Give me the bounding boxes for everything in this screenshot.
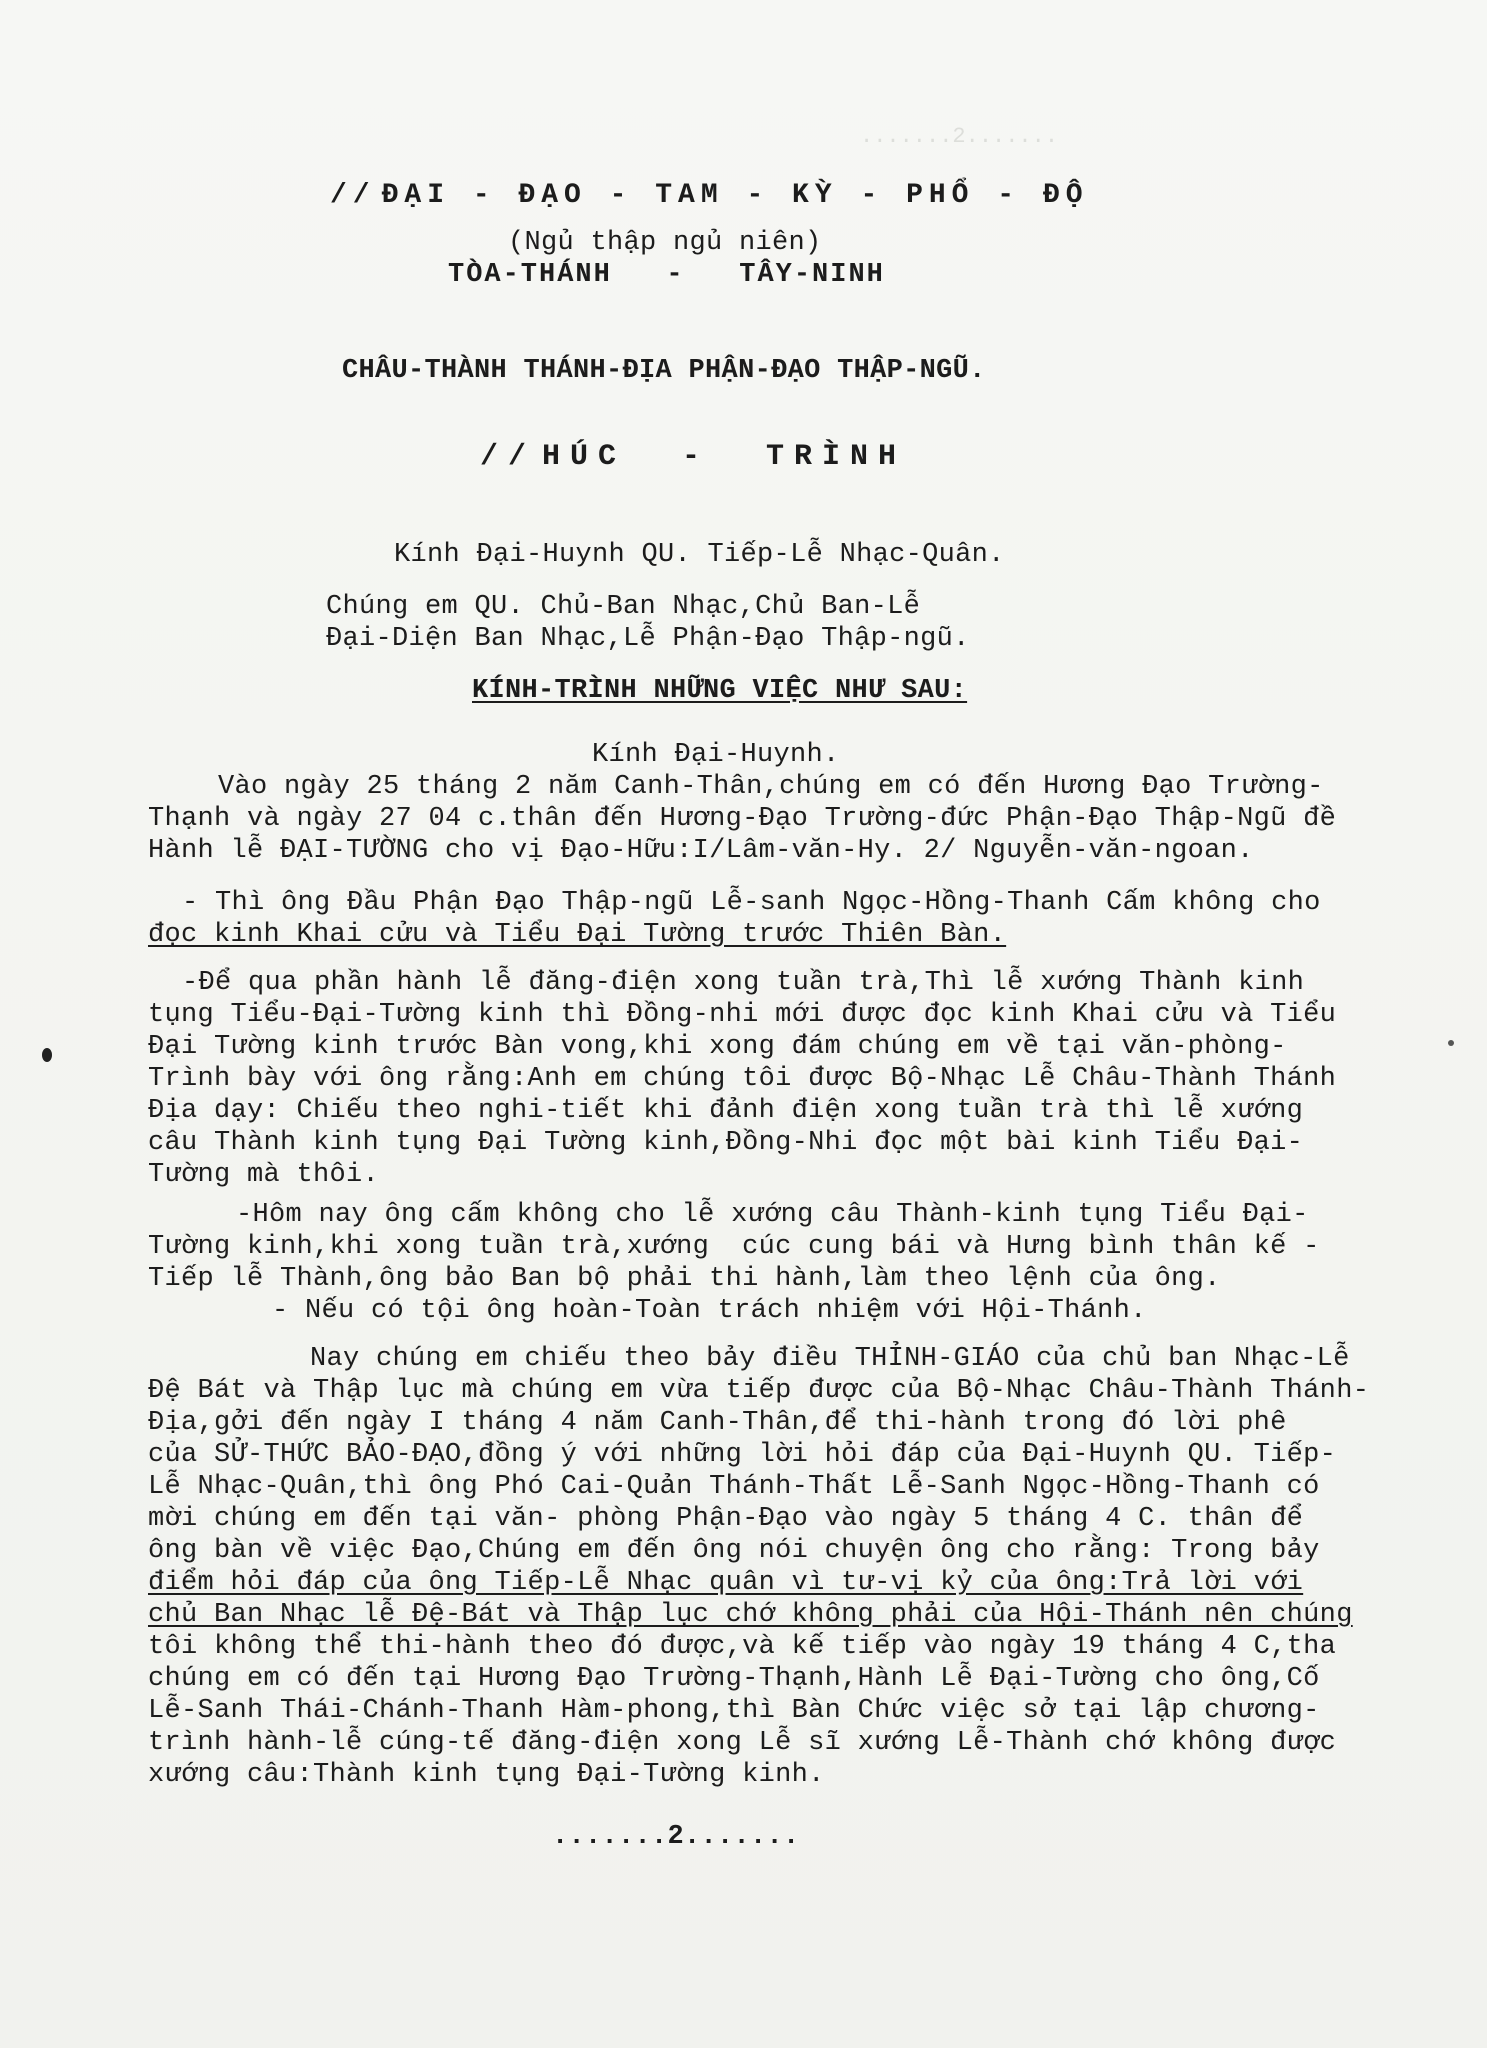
title-text: ĐẠI - ĐẠO - TAM - KỲ - PHỔ - ĐỘ [381,180,1089,211]
p5-line: chúng em có đến tại Hương Đạo Trường-Thạnh,Hành Lễ Đại-Tường cho ông,Cố [148,1664,1320,1694]
p1-line: Vào ngày 25 tháng 2 năm Canh-Thân,chúng em có đến Hương Đạo Trường- [218,772,1324,802]
address-to: Kính Đại-Huynh QU. Tiếp-Lễ Nhạc-Quân. [394,540,1005,570]
scan-speck [1448,1040,1454,1046]
p5-line: Địa,gởi đến ngày I tháng 4 năm Canh-Thân,để thi-hành trong đó lời phê [148,1408,1287,1438]
p5-line: ông bàn về việc Đạo,Chúng em đến ông nói chuyện ông cho rằng: Trong bảy [148,1536,1320,1566]
p2-line: đọc kinh Khai cửu và Tiểu Đại Tường trước Thiên Bàn. [148,920,1007,950]
p5-line: Đệ Bát và Thập lục mà chúng em vừa tiếp được của Bộ-Nhạc Châu-Thành Thánh- [148,1376,1370,1406]
p1-line: Thạnh và ngày 27 04 c.thân đến Hương-Đạo Trường-đức Phận-Đạo Thập-Ngũ đề [148,804,1337,834]
p3-line: Đại Tường kinh trước Bàn vong,khi xong đám chúng em về tại văn-phòng- [148,1032,1287,1062]
p4-line: Tiếp lễ Thành,ông bảo Ban bộ phải thi hành,làm theo lệnh của ông. [148,1264,1221,1294]
p4-line: - Nếu có tội ông hoàn-Toàn trách nhiệm với Hội-Thánh. [272,1296,1147,1326]
document-location: TÒA-THÁNH - TÂY-NINH [448,260,885,290]
doctype-text: HÚC - TRÌNH [542,440,907,474]
p2-line: - Thì ông Đầu Phận Đạo Thập-ngũ Lễ-sanh Ngọc-Hồng-Thanh Cấm không cho [182,888,1321,918]
p4-line: -Hôm nay ông cấm không cho lễ xướng câu Thành-kinh tụng Tiểu Đại- [236,1200,1309,1230]
subject-line: KÍNH-TRÌNH NHỮNG VIỆC NHƯ SAU: [472,676,968,706]
p3-line: Tường mà thôi. [148,1160,380,1190]
address-from-line1: Chúng em QU. Chủ-Ban Nhạc,Chủ Ban-Lễ [326,592,921,622]
p5-line: chủ Ban Nhạc lễ Đệ-Bát và Thập lục chớ không phải của Hội-Thánh nên chúng [148,1600,1353,1630]
p5-line: trình hành-lễ cúng-tế đăng-điện xong Lễ sĩ xướng Lễ-Thành chớ không được [148,1728,1337,1758]
p5-line: điểm hỏi đáp của ông Tiếp-Lễ Nhạc quân vì tư-vị kỷ của ông:Trả lời với [148,1568,1304,1598]
p3-line: Địa dạy: Chiếu theo nghi-tiết khi đảnh điện xong tuần trà thì lễ xướng [148,1096,1304,1126]
document-district: CHÂU-THÀNH THÁNH-ĐỊA PHẬN-ĐẠO THẬP-NGŨ. [342,356,986,386]
title-strike-mark: // [330,180,376,211]
salutation: Kính Đại-Huynh. [592,740,840,770]
p3-line: câu Thành kinh tụng Đại Tường kinh,Đồng-Nhi đọc một bài kinh Tiểu Đại- [148,1128,1304,1158]
page-number: .......2....... [552,1822,800,1852]
bleed-through-page-number: .......2....... [860,124,1059,149]
p1-line: Hành lễ ĐẠI-TƯỜNG cho vị Đạo-Hữu:I/Lâm-văn-Hy. 2/ Nguyễn-văn-ngoan. [148,836,1254,866]
p5-line: tôi không thể thi-hành theo đó được,và kế tiếp vào ngày 19 tháng 4 C,tha [148,1632,1337,1662]
p5-line: xướng câu:Thành kinh tụng Đại-Tường kinh. [148,1760,825,1790]
p3-line: -Để qua phần hành lễ đăng-điện xong tuần trà,Thì lễ xướng Thành kinh [182,968,1305,998]
document-year: (Ngủ thập ngủ niên) [508,228,822,258]
p5-line: của SỬ-THỨC BẢO-ĐẠO,đồng ý với những lời hỏi đáp của Đại-Huynh QU. Tiếp- [148,1440,1337,1470]
p5-line: Lễ-Sanh Thái-Chánh-Thanh Hàm-phong,thì Bàn Chức việc sở tại lập chương- [148,1696,1320,1726]
p5-line: Nay chúng em chiếu theo bảy điều THỈNH-GIÁO của chủ ban Nhạc-Lễ [310,1344,1350,1374]
document-type [480,440,906,474]
document-title [330,180,1089,211]
address-from-line2: Đại-Diện Ban Nhạc,Lễ Phận-Đạo Thập-ngũ. [326,624,970,654]
p5-line: mời chúng em đến tại văn- phòng Phận-Đạo vào ngày 5 tháng 4 C. thân để [148,1504,1304,1534]
p3-line: Trình bày với ông rằng:Anh em chúng tôi được Bộ-Nhạc Lễ Châu-Thành Thánh [148,1064,1337,1094]
p3-line: tụng Tiểu-Đại-Tường kinh thì Đồng-nhi mới được đọc kinh Khai cửu và Tiểu [148,1000,1337,1030]
p4-line: Tường kinh,khi xong tuần trà,xướng cúc cung bái và Hưng bình thân kế - [148,1232,1320,1262]
doctype-strike-mark: // [480,440,537,474]
ink-speck [42,1048,52,1062]
p5-line: Lễ Nhạc-Quân,thì ông Phó Cai-Quản Thánh-Thất Lễ-Sanh Ngọc-Hồng-Thanh có [148,1472,1320,1502]
